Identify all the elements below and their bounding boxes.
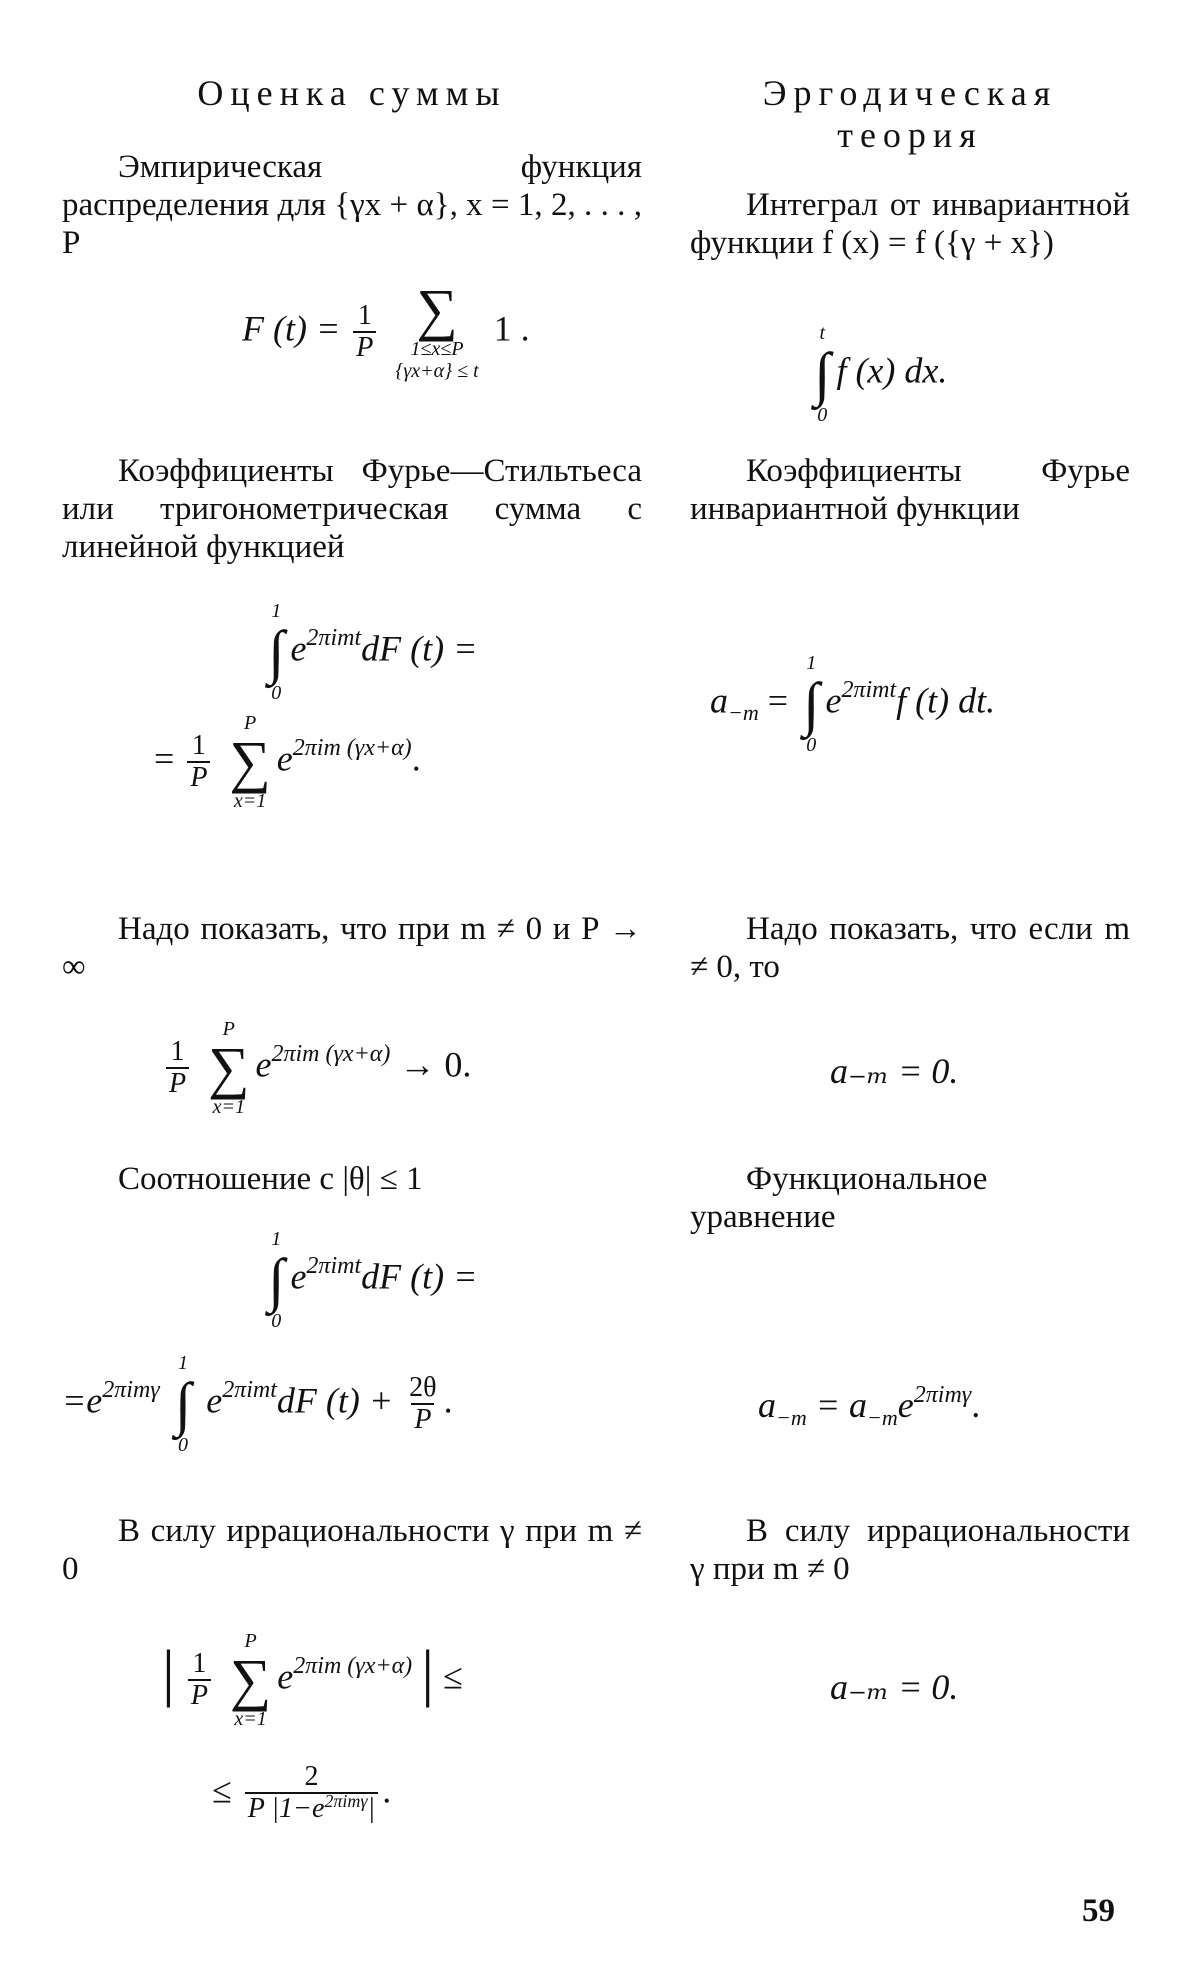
left-paragraph-3: Надо показать, что при m ≠ 0 и P → ∞ xyxy=(62,911,642,985)
integral-sign: ∫ xyxy=(814,341,831,407)
left-equation-1 xyxy=(242,277,530,382)
right-heading: Эргодическая теория xyxy=(762,73,1058,155)
left-paragraph-5: В силу иррациональности γ при m ≠ 0 xyxy=(62,1513,642,1587)
page-number: 59 xyxy=(1082,1893,1115,1929)
right-equation-4: $a_{-m} = a_{-m}e^{2\pi im\gamma}$. xyxy=(758,1382,981,1430)
left-equation-2a: 1 ∫ 0 $e^{2\pi imt}dF$ (t) = xyxy=(268,600,478,704)
integral-sign: ∫ xyxy=(174,1371,192,1437)
left-heading: Оценка суммы xyxy=(197,73,507,113)
eq2b-sum: P ∑ x=1 xyxy=(229,712,271,812)
left-equation-3: $\frac{1}{P}$ P ∑ x=1 $e^{2\pi im (\gamma x+\alpha)} \to 0$. xyxy=(162,1018,471,1118)
right-equation-2: $a_{-m}$ = 1 ∫ 0 $e^{2\pi imt}f$ (t) dt. xyxy=(710,652,996,756)
eq3-sum: P ∑ x=1 xyxy=(208,1018,250,1118)
left-equation-4a: 1 ∫ 0 $e^{2\pi imt}dF$ (t) = xyxy=(268,1228,478,1332)
right-paragraph-3: Надо показать, что если m ≠ 0, то xyxy=(690,911,1130,985)
right-equation-1: t ∫ 0 f (x) dx. xyxy=(814,322,948,426)
eq1-rhs: 1 . xyxy=(493,308,530,349)
right-column xyxy=(690,0,1130,1980)
left-paragraph-1: Эмпирическая функция распределения для {γx + α}, x = 1, 2, . . . , P xyxy=(62,149,642,261)
left-column xyxy=(62,0,642,1980)
right-paragraph-1: Интеграл от инвариантной функции f (x) = f ({γ + x}) xyxy=(690,187,1130,261)
left-paragraph-2: Коэффициенты Фурье—Стильтьеса или тригонометрическая сумма с линейной функцией xyxy=(62,453,642,565)
eq1-fraction: $\frac{1}{P}$ xyxy=(353,301,376,363)
left-equation-2b: = $\frac{1}{P}$ P ∑ x=1 $e^{2\pi im (\gamma x+\alpha)}$. xyxy=(154,712,421,812)
integral-sign: ∫ xyxy=(268,1247,285,1313)
left-paragraph-4: Соотношение с |θ| ≤ 1 xyxy=(118,1161,423,1197)
integral-sign: ∫ xyxy=(803,671,820,737)
eq1-lhs: F (t) = xyxy=(242,308,350,349)
left-equation-5b: ≤ $\frac{2}{P |1-e^{2\pi im\gamma}|}$ . xyxy=(212,1761,392,1824)
right-paragraph-5: В силу иррациональности γ при m ≠ 0 xyxy=(690,1513,1130,1587)
right-paragraph-2: Коэффициенты Фурье инвариантной функции xyxy=(690,453,1130,527)
left-equation-4b: $=e^{2\pi im\gamma}$ 1 ∫ 0 $e^{2\pi imt}dF$ (t) + $\frac{2\theta}{P}$ . xyxy=(62,1352,453,1456)
right-equation-3: a₋ₘ = 0. xyxy=(830,1051,959,1091)
integral-sign: ∫ xyxy=(268,619,285,685)
left-equation-5a: | $\frac{1}{P}$ P ∑ x=1 $e^{2\pi im (\gamma x+\alpha)}$ | ≤ xyxy=(162,1630,463,1730)
right-equation-5: a₋ₘ = 0. xyxy=(830,1667,959,1707)
eq5a-sum: P ∑ x=1 xyxy=(229,1630,272,1730)
eq1-sum: ∑ 1≤x≤P {γx+α} ≤ t xyxy=(395,277,479,382)
right-paragraph-4: Функциональное уравнение xyxy=(690,1161,988,1235)
